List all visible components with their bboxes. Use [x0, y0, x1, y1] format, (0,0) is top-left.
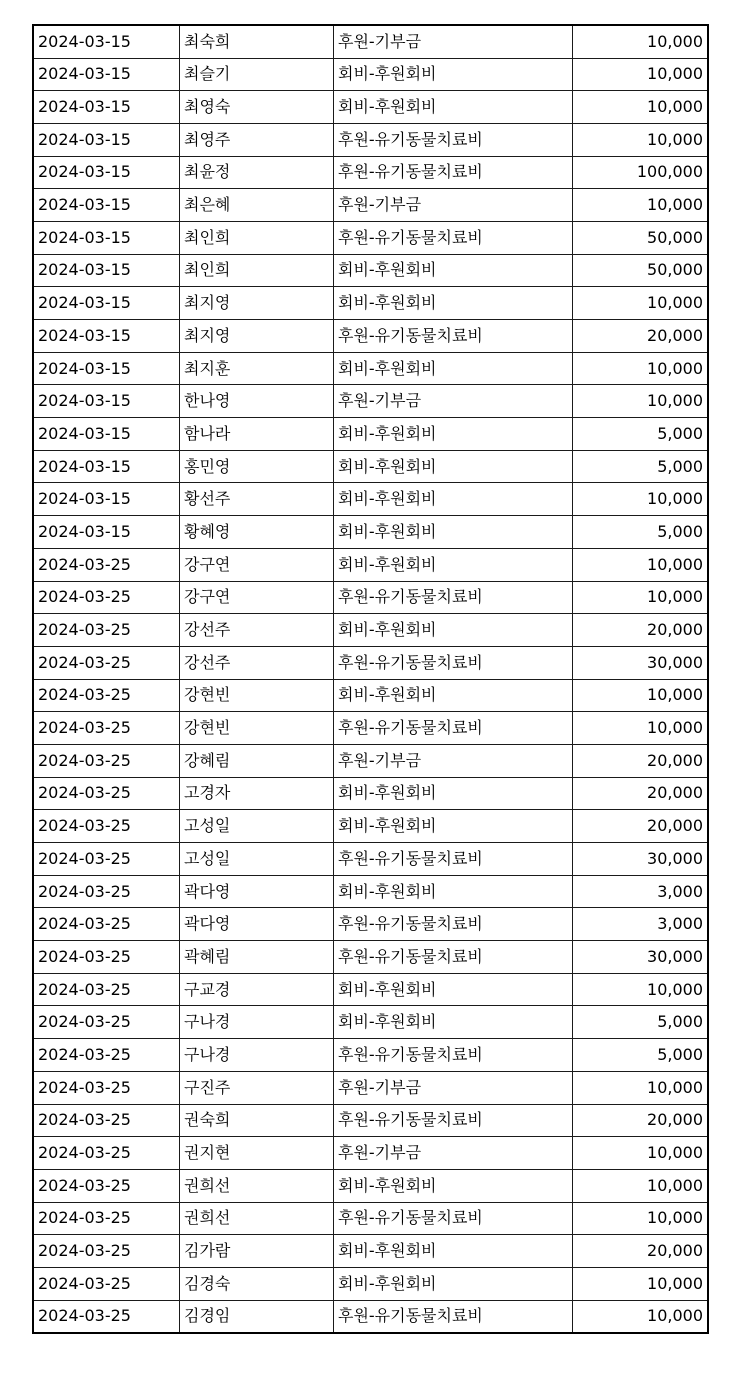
donor-name-cell: 최영숙 — [180, 91, 334, 124]
amount-cell: 10,000 — [573, 712, 709, 745]
table-row — [33, 777, 708, 810]
date-cell: 2024-03-25 — [33, 1104, 180, 1137]
date-cell: 2024-03-15 — [33, 189, 180, 222]
category-cell: 회비-후원회비 — [334, 1267, 573, 1300]
donation-ledger-table — [32, 24, 709, 1334]
donor-name-cell: 고성일 — [180, 843, 334, 876]
donor-name-cell: 강혜림 — [180, 744, 334, 777]
donor-name-cell: 구나경 — [180, 1006, 334, 1039]
donor-name-cell: 강구연 — [180, 581, 334, 614]
date-cell: 2024-03-25 — [33, 1071, 180, 1104]
amount-cell: 5,000 — [573, 1006, 709, 1039]
table-row — [33, 189, 708, 222]
donor-name-cell: 구교경 — [180, 973, 334, 1006]
category-cell: 후원-유기동물치료비 — [334, 320, 573, 353]
amount-cell: 30,000 — [573, 941, 709, 974]
donor-name-cell: 강선주 — [180, 646, 334, 679]
amount-cell: 100,000 — [573, 156, 709, 189]
category-cell: 회비-후원회비 — [334, 548, 573, 581]
date-cell: 2024-03-25 — [33, 843, 180, 876]
date-cell: 2024-03-15 — [33, 287, 180, 320]
date-cell: 2024-03-25 — [33, 1267, 180, 1300]
category-cell: 회비-후원회비 — [334, 450, 573, 483]
date-cell: 2024-03-25 — [33, 712, 180, 745]
category-cell: 후원-유기동물치료비 — [334, 1039, 573, 1072]
category-cell: 후원-기부금 — [334, 385, 573, 418]
category-cell: 회비-후원회비 — [334, 810, 573, 843]
table-row — [33, 1104, 708, 1137]
donor-name-cell: 최윤정 — [180, 156, 334, 189]
category-cell: 후원-유기동물치료비 — [334, 941, 573, 974]
date-cell: 2024-03-25 — [33, 875, 180, 908]
date-cell: 2024-03-15 — [33, 385, 180, 418]
table-row — [33, 123, 708, 156]
amount-cell: 3,000 — [573, 908, 709, 941]
date-cell: 2024-03-25 — [33, 1006, 180, 1039]
amount-cell: 10,000 — [573, 679, 709, 712]
category-cell: 후원-유기동물치료비 — [334, 581, 573, 614]
donor-name-cell: 최슬기 — [180, 58, 334, 91]
amount-cell: 20,000 — [573, 320, 709, 353]
table-row — [33, 679, 708, 712]
table-row — [33, 614, 708, 647]
donor-name-cell: 곽다영 — [180, 908, 334, 941]
donor-name-cell: 최영주 — [180, 123, 334, 156]
donor-name-cell: 한나영 — [180, 385, 334, 418]
date-cell: 2024-03-15 — [33, 221, 180, 254]
date-cell: 2024-03-25 — [33, 1039, 180, 1072]
amount-cell: 10,000 — [573, 58, 709, 91]
category-cell: 회비-후원회비 — [334, 973, 573, 1006]
donor-name-cell: 홍민영 — [180, 450, 334, 483]
date-cell: 2024-03-15 — [33, 123, 180, 156]
category-cell: 회비-후원회비 — [334, 1169, 573, 1202]
amount-cell: 20,000 — [573, 744, 709, 777]
donor-name-cell: 김경숙 — [180, 1267, 334, 1300]
amount-cell: 10,000 — [573, 1300, 709, 1333]
amount-cell: 5,000 — [573, 516, 709, 549]
date-cell: 2024-03-15 — [33, 58, 180, 91]
table-row — [33, 91, 708, 124]
date-cell: 2024-03-25 — [33, 1202, 180, 1235]
category-cell: 회비-후원회비 — [334, 483, 573, 516]
amount-cell: 20,000 — [573, 1104, 709, 1137]
date-cell: 2024-03-25 — [33, 908, 180, 941]
table-row — [33, 287, 708, 320]
category-cell: 회비-후원회비 — [334, 254, 573, 287]
date-cell: 2024-03-25 — [33, 1300, 180, 1333]
category-cell: 회비-후원회비 — [334, 352, 573, 385]
table-row — [33, 1137, 708, 1170]
amount-cell: 10,000 — [573, 352, 709, 385]
date-cell: 2024-03-25 — [33, 941, 180, 974]
table-row — [33, 744, 708, 777]
table-row — [33, 483, 708, 516]
donor-name-cell: 곽혜림 — [180, 941, 334, 974]
category-cell: 회비-후원회비 — [334, 679, 573, 712]
amount-cell: 10,000 — [573, 548, 709, 581]
table-row — [33, 352, 708, 385]
amount-cell: 50,000 — [573, 221, 709, 254]
table-row — [33, 1169, 708, 1202]
category-cell: 회비-후원회비 — [334, 418, 573, 451]
amount-cell: 30,000 — [573, 646, 709, 679]
amount-cell: 10,000 — [573, 483, 709, 516]
donor-name-cell: 함나라 — [180, 418, 334, 451]
amount-cell: 20,000 — [573, 810, 709, 843]
category-cell: 후원-유기동물치료비 — [334, 1104, 573, 1137]
table-row — [33, 1039, 708, 1072]
category-cell: 후원-기부금 — [334, 189, 573, 222]
amount-cell: 10,000 — [573, 123, 709, 156]
donor-name-cell: 강현빈 — [180, 679, 334, 712]
table-row — [33, 941, 708, 974]
category-cell: 회비-후원회비 — [334, 516, 573, 549]
category-cell: 회비-후원회비 — [334, 1006, 573, 1039]
donor-name-cell: 곽다영 — [180, 875, 334, 908]
amount-cell: 10,000 — [573, 1202, 709, 1235]
table-row — [33, 1006, 708, 1039]
table-row — [33, 25, 708, 58]
table-row — [33, 385, 708, 418]
donor-name-cell: 황혜영 — [180, 516, 334, 549]
table-row — [33, 875, 708, 908]
amount-cell: 5,000 — [573, 450, 709, 483]
category-cell: 후원-유기동물치료비 — [334, 908, 573, 941]
amount-cell: 20,000 — [573, 1235, 709, 1268]
category-cell: 후원-기부금 — [334, 25, 573, 58]
category-cell: 회비-후원회비 — [334, 1235, 573, 1268]
table-row — [33, 450, 708, 483]
donor-name-cell: 최인희 — [180, 221, 334, 254]
date-cell: 2024-03-15 — [33, 483, 180, 516]
date-cell: 2024-03-25 — [33, 581, 180, 614]
table-row — [33, 418, 708, 451]
category-cell: 후원-기부금 — [334, 1137, 573, 1170]
table-row — [33, 58, 708, 91]
amount-cell: 30,000 — [573, 843, 709, 876]
category-cell: 회비-후원회비 — [334, 777, 573, 810]
category-cell: 후원-유기동물치료비 — [334, 712, 573, 745]
table-row — [33, 1267, 708, 1300]
donor-name-cell: 최지영 — [180, 320, 334, 353]
table-row — [33, 221, 708, 254]
date-cell: 2024-03-15 — [33, 156, 180, 189]
amount-cell: 5,000 — [573, 1039, 709, 1072]
amount-cell: 10,000 — [573, 25, 709, 58]
donor-name-cell: 권희선 — [180, 1202, 334, 1235]
donor-name-cell: 강현빈 — [180, 712, 334, 745]
amount-cell: 20,000 — [573, 614, 709, 647]
table-row — [33, 810, 708, 843]
donor-name-cell: 최지영 — [180, 287, 334, 320]
date-cell: 2024-03-25 — [33, 777, 180, 810]
amount-cell: 10,000 — [573, 1267, 709, 1300]
category-cell: 후원-유기동물치료비 — [334, 123, 573, 156]
table-row — [33, 646, 708, 679]
donor-name-cell: 최은혜 — [180, 189, 334, 222]
donor-name-cell: 구나경 — [180, 1039, 334, 1072]
date-cell: 2024-03-15 — [33, 254, 180, 287]
donor-name-cell: 권지현 — [180, 1137, 334, 1170]
date-cell: 2024-03-15 — [33, 450, 180, 483]
date-cell: 2024-03-15 — [33, 352, 180, 385]
date-cell: 2024-03-25 — [33, 810, 180, 843]
date-cell: 2024-03-15 — [33, 25, 180, 58]
date-cell: 2024-03-25 — [33, 1137, 180, 1170]
table-row — [33, 908, 708, 941]
table-row — [33, 973, 708, 1006]
amount-cell: 10,000 — [573, 1169, 709, 1202]
date-cell: 2024-03-25 — [33, 1235, 180, 1268]
category-cell: 후원-유기동물치료비 — [334, 221, 573, 254]
amount-cell: 3,000 — [573, 875, 709, 908]
table-row — [33, 548, 708, 581]
amount-cell: 5,000 — [573, 418, 709, 451]
date-cell: 2024-03-25 — [33, 1169, 180, 1202]
category-cell: 회비-후원회비 — [334, 287, 573, 320]
table-row — [33, 1300, 708, 1333]
date-cell: 2024-03-25 — [33, 973, 180, 1006]
amount-cell: 10,000 — [573, 287, 709, 320]
amount-cell: 50,000 — [573, 254, 709, 287]
date-cell: 2024-03-25 — [33, 679, 180, 712]
donor-name-cell: 최지훈 — [180, 352, 334, 385]
table-row — [33, 581, 708, 614]
category-cell: 회비-후원회비 — [334, 614, 573, 647]
date-cell: 2024-03-25 — [33, 548, 180, 581]
table-row — [33, 843, 708, 876]
donor-name-cell: 고경자 — [180, 777, 334, 810]
category-cell: 후원-기부금 — [334, 1071, 573, 1104]
donor-name-cell: 강선주 — [180, 614, 334, 647]
date-cell: 2024-03-15 — [33, 516, 180, 549]
date-cell: 2024-03-25 — [33, 744, 180, 777]
donor-name-cell: 김경임 — [180, 1300, 334, 1333]
donor-name-cell: 최숙희 — [180, 25, 334, 58]
category-cell: 후원-유기동물치료비 — [334, 156, 573, 189]
table-row — [33, 254, 708, 287]
category-cell: 후원-유기동물치료비 — [334, 1202, 573, 1235]
date-cell: 2024-03-15 — [33, 91, 180, 124]
amount-cell: 20,000 — [573, 777, 709, 810]
amount-cell: 10,000 — [573, 1137, 709, 1170]
donor-name-cell: 고성일 — [180, 810, 334, 843]
amount-cell: 10,000 — [573, 385, 709, 418]
amount-cell: 10,000 — [573, 91, 709, 124]
date-cell: 2024-03-15 — [33, 418, 180, 451]
table-row — [33, 156, 708, 189]
amount-cell: 10,000 — [573, 1071, 709, 1104]
amount-cell: 10,000 — [573, 973, 709, 1006]
category-cell: 후원-유기동물치료비 — [334, 843, 573, 876]
category-cell: 후원-유기동물치료비 — [334, 646, 573, 679]
date-cell: 2024-03-15 — [33, 320, 180, 353]
category-cell: 회비-후원회비 — [334, 91, 573, 124]
table-row — [33, 516, 708, 549]
donor-name-cell: 권숙희 — [180, 1104, 334, 1137]
ledger-body — [33, 25, 708, 1333]
table-row — [33, 1235, 708, 1268]
donor-name-cell: 김가람 — [180, 1235, 334, 1268]
date-cell: 2024-03-25 — [33, 646, 180, 679]
category-cell: 회비-후원회비 — [334, 58, 573, 91]
table-row — [33, 320, 708, 353]
amount-cell: 10,000 — [573, 189, 709, 222]
donor-name-cell: 강구연 — [180, 548, 334, 581]
table-row — [33, 712, 708, 745]
category-cell: 후원-기부금 — [334, 744, 573, 777]
table-row — [33, 1202, 708, 1235]
donor-name-cell: 구진주 — [180, 1071, 334, 1104]
category-cell: 후원-유기동물치료비 — [334, 1300, 573, 1333]
donor-name-cell: 최인희 — [180, 254, 334, 287]
category-cell: 회비-후원회비 — [334, 875, 573, 908]
amount-cell: 10,000 — [573, 581, 709, 614]
date-cell: 2024-03-25 — [33, 614, 180, 647]
donor-name-cell: 황선주 — [180, 483, 334, 516]
donor-name-cell: 권희선 — [180, 1169, 334, 1202]
table-row — [33, 1071, 708, 1104]
